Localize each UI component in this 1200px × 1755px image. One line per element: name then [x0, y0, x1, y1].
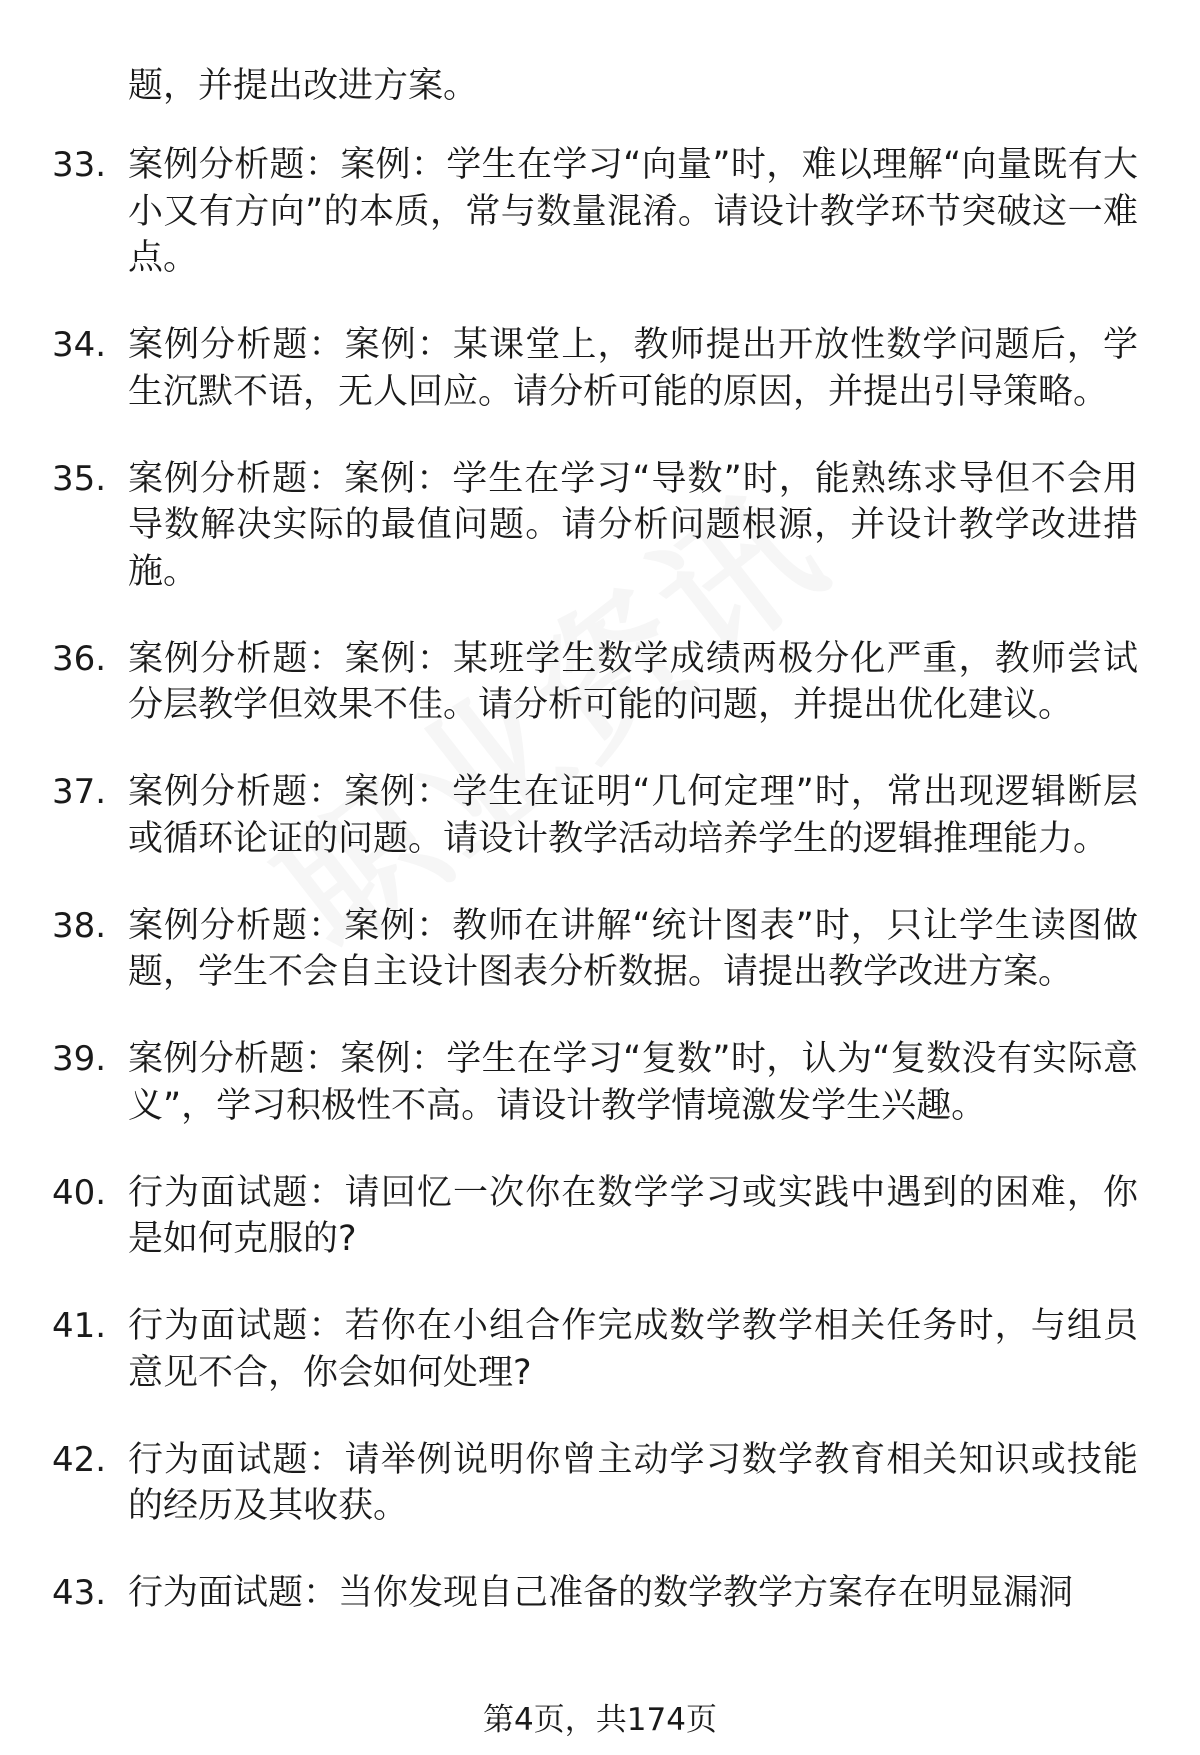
question-number: 40. [52, 1172, 107, 1213]
question-text: 案例分析题：案例：学生在学习“导数”时，能熟练求导但不会用导数解决实际的最值问题。请分析问题根源，并设计教学改进措施。 [128, 458, 1138, 592]
question-text: 案例分析题：案例：学生在学习“复数”时，认为“复数没有实际意义”，学习积极性不高。请设计教学情境激发学生兴趣。 [128, 1039, 1138, 1126]
question-text: 案例分析题：案例：学生在证明“几何定理”时，常出现逻辑断层或循环论证的问题。请设计教学活动培养学生的逻辑推理能力。 [128, 772, 1138, 859]
question-list [0, 142, 1200, 1657]
question-item [0, 1170, 1200, 1263]
question-text: 行为面试题：请回忆一次你在数学学习或实践中遇到的困难，你是如何克服的? [128, 1172, 1138, 1259]
question-text: 案例分析题：案例：某课堂上，教师提出开放性数学问题后，学生沉默不语，无人回应。请分析可能的原因，并提出引导策略。 [128, 325, 1138, 412]
question-number: 38. [52, 905, 107, 946]
question-number: 36. [52, 638, 107, 679]
question-number: 35. [52, 458, 107, 499]
question-item [0, 1303, 1200, 1396]
question-item [0, 636, 1200, 729]
question-item [0, 1570, 1200, 1617]
question-number: 37. [52, 772, 107, 812]
question-text: 案例分析题：案例：某班学生数学成绩两极分化严重，教师尝试分层教学但效果不佳。请分析可能的问题，并提出优化建议。 [128, 638, 1138, 725]
question-number: 42. [52, 1439, 107, 1480]
question-item [0, 142, 1200, 282]
question-number: 43. [52, 1573, 107, 1613]
question-text: 案例分析题：案例：教师在讲解“统计图表”时，只让学生读图做题，学生不会自主设计图表分析数据。请提出教学改进方案。 [128, 905, 1138, 992]
question-text: 行为面试题：若你在小组合作完成数学教学相关任务时，与组员意见不合，你会如何处理? [128, 1306, 1138, 1393]
question-item [0, 1437, 1200, 1530]
question-number: 39. [52, 1039, 107, 1079]
question-item [0, 903, 1200, 996]
question-number: 41. [52, 1306, 107, 1346]
question-text: 行为面试题：请举例说明你曾主动学习数学教育相关知识或技能的经历及其收获。 [128, 1439, 1138, 1526]
question-item [0, 1036, 1200, 1129]
continued-text: 题，并提出改进方案。 [128, 66, 479, 106]
question-number: 34. [52, 325, 107, 365]
question-number: 33. [52, 145, 107, 185]
question-text: 行为面试题：当你发现自己准备的数学教学方案存在明显漏洞 [128, 1573, 1074, 1613]
page-footer: 第4页，共174页 [483, 1702, 717, 1738]
question-text: 案例分析题：案例：学生在学习“向量”时，难以理解“向量既有大小又有方向”的本质，常与数量混淆。请设计教学环节突破这一难点。 [128, 145, 1138, 278]
question-item [0, 456, 1200, 596]
question-item [0, 769, 1200, 862]
question-item [0, 322, 1200, 415]
